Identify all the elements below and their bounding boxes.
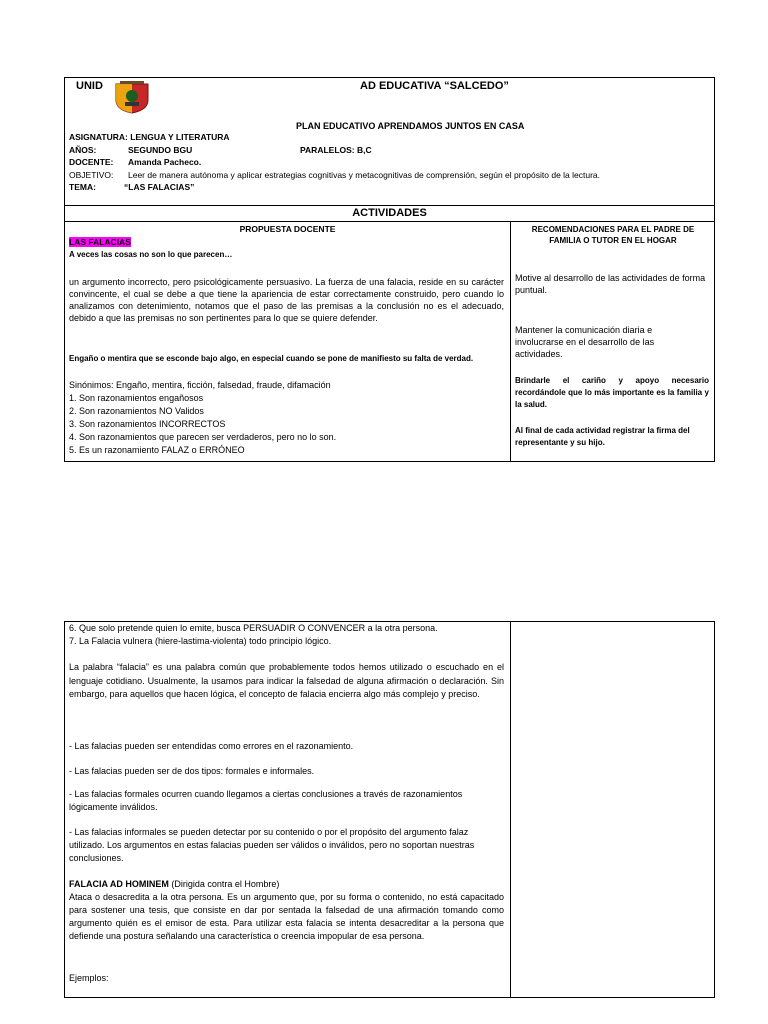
recomendaciones-title: RECOMENDACIONES PARA EL PADRE DE FAMILIA O TUTOR EN EL HOGAR [531, 225, 695, 245]
docente-value: Amanda Pacheco. [128, 157, 202, 167]
anos-label: AÑOS: [69, 145, 97, 155]
ad-hominem-title: FALACIA AD HOMINEM [69, 879, 169, 889]
anos-value: SEGUNDO BGU [128, 145, 193, 155]
tema-label: TEMA: [69, 182, 96, 192]
list-item-6: 6. Que solo pretende quien lo emite, busca PERSUADIR O CONVENCER a la otra persona. [69, 623, 438, 633]
recommendation-1: Motive al desarrollo de las actividades de forma puntual. [515, 273, 706, 295]
paralelos: PARALELOS: B,C [300, 145, 372, 155]
objetivo-value: Leer de manera autónoma y aplicar estrategias cognitivas y metacognitivas de comprensión, según el propósito de la lectura. [128, 170, 601, 180]
bullet-2: - Las falacias pueden ser de dos tipos: formales e informales. [69, 766, 315, 776]
objetivo-label: OBJETIVO: [69, 170, 114, 180]
aveces-text: A veces las cosas no son lo que parecen… [69, 250, 233, 259]
palabra-falacia-paragraph: La palabra “falacia” es una palabra común que probablemente todos hemos utilizado o escuchado en el lenguaje cotidiano. Usualmente, la usamos para indicar la falsedad de alguna afirmación o declaración. Sin embargo, para aquellos que hacen lógica, el concepto de falacia encierra algo más complejo y preciso. [69, 662, 504, 699]
propuesta-docente-title: PROPUESTA DOCENTE [239, 224, 336, 234]
falacias-highlight: LAS FALACIAS [69, 237, 131, 247]
school-name: AD EDUCATIVA “SALCEDO” [360, 80, 509, 92]
unid-label: UNID [76, 80, 103, 92]
ejemplos-label: Ejemplos: [69, 973, 109, 983]
engano-text: Engaño o mentira que se esconde bajo algo, en especial cuando se pone de manifiesto su falta de verdad. [69, 354, 474, 363]
list-item-4: 4. Son razonamientos que parecen ser verdaderos, pero no lo son. [69, 432, 337, 442]
bullet-4: - Las falacias informales se pueden detectar por su contenido o por el propósito del argumento falaz utilizado. Los argumentos en estas falacias pueden ser válidos o inválidos, pero no soportan nuestras conclusiones. [69, 827, 475, 863]
page2-column-divider [510, 621, 511, 998]
ad-hominem-heading [69, 878, 279, 890]
actividades-title: ACTIVIDADES [352, 207, 427, 219]
recommendation-3: Brindarle el cariño y apoyo necesario recordándole que lo más importante es la familia y la salud. [515, 376, 709, 409]
list-item-1: 1. Son razonamientos engañosos [69, 393, 204, 403]
list-item-2: 2. Son razonamientos NO Validos [69, 406, 204, 416]
recommendation-4: Al final de cada actividad registrar la firma del representante y su hijo. [515, 426, 690, 447]
falacia-definition: un argumento incorrecto, pero psicológicamente persuasivo. La fuerza de una falacia, reside en su carácter convincente, el cual se debe a que tiene la apariencia de estar correctamente construido, pero cuando lo analizamos con detenimiento, notamos que el paso de las premisas a la conclusión no es el adecuado, debido a que las premisas no son pertinentes para lo que se quiere defender. [69, 277, 504, 323]
activities-divider [64, 221, 715, 222]
list-item-5: 5. Es un razonamiento FALAZ o ERRÓNEO [69, 445, 245, 455]
tema-value: “LAS FALACIAS” [124, 182, 195, 192]
bullet-3: - Las falacias formales ocurren cuando llegamos a ciertas conclusiones a través de razonamientos lógicamente inválidos. [69, 789, 463, 812]
docente-label: DOCENTE: [69, 157, 114, 167]
column-divider [510, 221, 511, 462]
list-item-3: 3. Son razonamientos INCORRECTOS [69, 419, 226, 429]
ad-hominem-text: Ataca o desacredita a la otra persona. Es un argumento que, por su forma o contenido, no está capacitado para sostener una tesis, que consiste en dar por sentada la falsedad de una afirmación tomando como argumento quién es el emisor de esta. Para utilizar esta falacia se intenta desacreditar a la persona que defiende una postura señalando una característica o creencia impopular de esa persona. [69, 892, 504, 941]
recommendation-2: Mantener la comunicación diaria e involucrarse en el desarrollo de las actividades. [515, 325, 655, 359]
sinonimos-text: Sinónimos: Engaño, mentira, ficción, falsedad, fraude, difamación [69, 380, 331, 390]
bullet-1: - Las falacias pueden ser entendidas como errores en el razonamiento. [69, 741, 354, 751]
asignatura: ASIGNATURA: LENGUA Y LITERATURA [69, 132, 230, 142]
school-logo [112, 80, 152, 114]
list-item-7: 7. La Falacia vulnera (hiere-lastima-violenta) todo principio lógico. [69, 636, 332, 646]
ad-hominem-subtitle: (Dirigida contra el Hombre) [171, 879, 280, 889]
plan-title: PLAN EDUCATIVO APRENDAMOS JUNTOS EN CASA [296, 121, 525, 131]
falacias-title [69, 237, 131, 248]
